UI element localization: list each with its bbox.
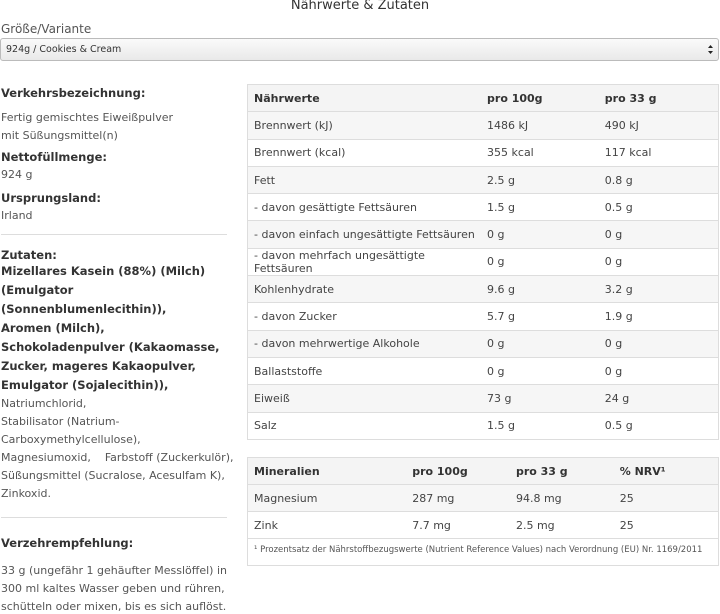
cell: Salz [248,412,482,439]
cell: 490 kJ [599,112,719,139]
table-row [248,330,719,357]
cell: - davon gesättigte Fettsäuren [248,194,482,221]
header-cell: % NRV¹ [614,458,719,485]
cell: 117 kcal [599,139,719,166]
ingredient-line: Mizellares Kasein (88%) (Milch) [1,264,206,278]
cell: 2.5 g [481,166,599,193]
ingredients-heading: Zutaten: [1,248,57,262]
product-info [1,86,234,614]
cell: 0 g [481,221,599,248]
cell: 0.5 g [599,412,719,439]
ingredient-line: Zinkoxid. [1,487,51,500]
header-cell: Mineralien [248,458,407,485]
header-cell: pro 100g [481,85,599,112]
minerals-footnote: ¹ Prozentsatz der Nährstoffbezugswerte (Nutrient Reference Values) nach Verordnung (EU) Nr. 1169/2011 [247,538,719,566]
header-cell: pro 33 g [599,85,719,112]
cell: 355 kcal [481,139,599,166]
cell: Brennwert (kJ) [248,112,482,139]
ingredient-line: (Emulgator (Sonnenblumenlecithin)), [1,283,167,316]
cell: 25 [614,485,719,512]
table-row [248,221,719,248]
cell: Kohlenhydrate [248,276,482,303]
header-cell: pro 33 g [510,458,614,485]
origin-value: Irland [1,209,33,222]
cell: 1.9 g [599,303,719,330]
cell: Ballaststoffe [248,357,482,384]
size-variant-label: Größe/Variante [1,22,92,36]
size-variant-select[interactable] [0,38,719,61]
cell: 0 g [481,357,599,384]
cell: Magnesium [248,485,407,512]
cell: Brennwert (kcal) [248,139,482,166]
cell: 73 g [481,385,599,412]
ingredient-line: Magnesiumoxid, Farbstoff (Zuckerkulör), [1,451,234,464]
page-title: Nährwerte & Zutaten [290,0,430,13]
size-variant-value: 924g / Cookies & Cream [6,44,122,55]
usage-line: 300 ml kaltes Wasser geben und rühren, [1,582,225,595]
cell: 0.8 g [599,166,719,193]
cell: 287 mg [406,485,510,512]
table-row [248,276,719,303]
designation-text-1: Fertig gemischtes Eiweißpulver [1,111,174,124]
cell: Fett [248,166,482,193]
cell: 0 g [599,330,719,357]
table-row [248,303,719,330]
cell: 25 [614,512,719,539]
cell: 0 g [481,330,599,357]
table-row [248,412,719,439]
usage-line: schütteln oder mixen, bis es sich auflöst. [1,600,227,613]
header-cell: Nährwerte [248,85,482,112]
cell: 0 g [481,248,599,275]
select-arrows-icon [707,43,714,56]
ingredient-line: Natriumchlorid, [1,397,87,410]
cell: - davon einfach ungesättigte Fettsäuren [248,221,482,248]
cell: 0.5 g [599,194,719,221]
minerals-header-row [248,458,719,485]
nutrition-table [247,84,719,440]
cell: - davon mehrfach ungesättigte Fettsäuren [248,248,482,275]
table-row [248,248,719,275]
cell: 3.2 g [599,276,719,303]
cell: 5.7 g [481,303,599,330]
cell: 2.5 mg [510,512,614,539]
minerals-table [247,457,719,539]
cell: Zink [248,512,407,539]
usage-heading: Verzehrempfehlung: [1,536,134,550]
cell: Eiweiß [248,385,482,412]
table-row [248,112,719,139]
cell: 0 g [599,248,719,275]
header-cell: pro 100g [406,458,510,485]
ingredient-line: Carboxymethylcellulose), [1,433,141,446]
cell: 0 g [599,221,719,248]
table-row [248,139,719,166]
table-row [248,512,719,539]
cell: 0 g [599,357,719,384]
table-row [248,166,719,193]
nutrition-header-row [248,85,719,112]
net-quantity-value: 924 g [1,168,33,181]
net-quantity-heading: Nettofüllmenge: [1,150,107,164]
ingredient-line: Emulgator (Sojalecithin)), [1,378,169,392]
cell: 1.5 g [481,412,599,439]
designation-text-2: mit Süßungsmittel(n) [1,129,118,142]
cell: - davon mehrwertige Alkohole [248,330,482,357]
ingredient-line: Aromen (Milch), [1,321,105,335]
cell: 1.5 g [481,194,599,221]
usage-line: 33 g (ungefähr 1 gehäufter Messlöffel) in [1,564,227,577]
cell: 1486 kJ [481,112,599,139]
ingredient-line: Süßungsmittel (Sucralose, Acesulfam K), [1,469,225,482]
cell: - davon Zucker [248,303,482,330]
cell: 9.6 g [481,276,599,303]
cell: 94.8 mg [510,485,614,512]
ingredient-line: Stabilisator (Natrium- [1,415,120,428]
cell: 24 g [599,385,719,412]
ingredients-list [1,262,234,503]
ingredient-line: Zucker, mageres Kakaopulver, [1,359,196,373]
table-row [248,194,719,221]
table-row [248,385,719,412]
table-row [248,357,719,384]
origin-heading: Ursprungsland: [1,191,101,205]
table-row [248,485,719,512]
designation-heading: Verkehrsbezeichnung: [1,86,146,100]
cell: 7.7 mg [406,512,510,539]
ingredient-line: Schokoladenpulver (Kakaomasse, [1,340,220,354]
